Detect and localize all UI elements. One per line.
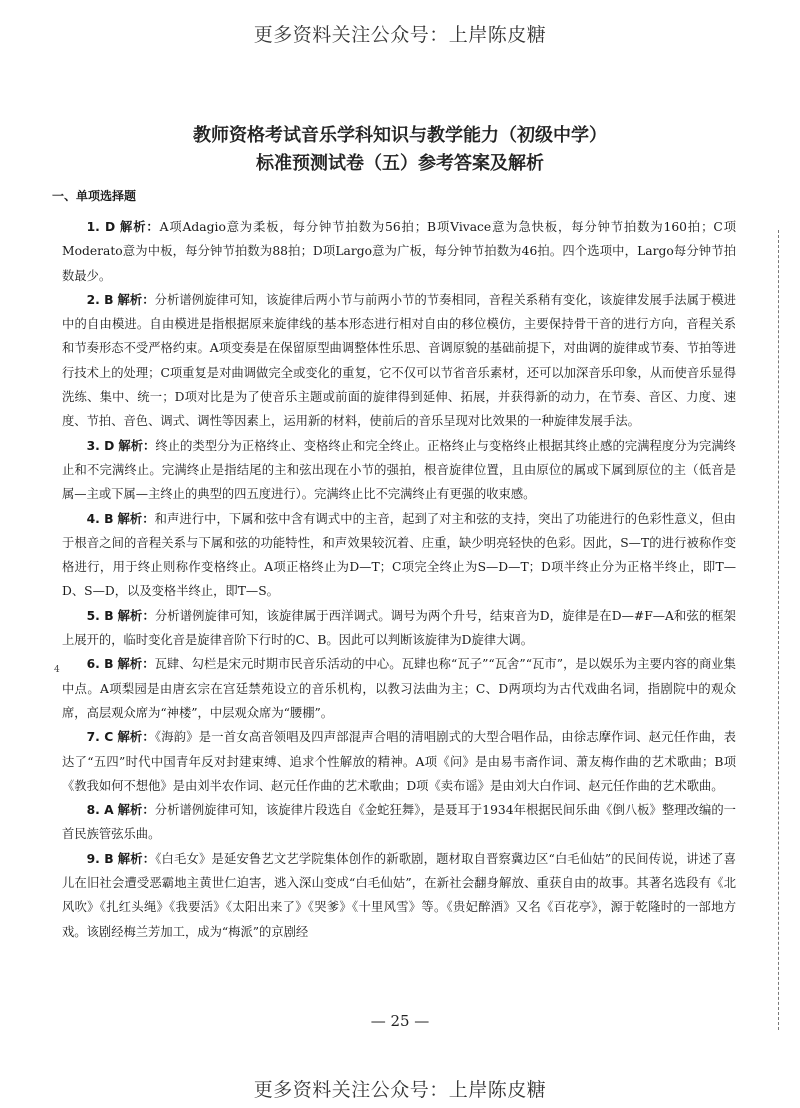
answer-text: 《海韵》是一首女高音领唱及四声部混声合唱的清唱剧式的大型合唱作品，由徐志摩作词、赵元任作曲，表达了“五四”时代中国青年反对封建束缚、追求个性解放的精神。A项《问》是由易韦斋作词、萧友梅作曲的艺术歌曲；B项《教我如何不想他》是由刘半农作词、赵元任作曲的艺术歌曲；D项《卖布谣》是由刘大白作词、赵元任作曲的艺术歌曲。 (62, 730, 736, 793)
answer-list (62, 215, 736, 944)
answer-text: A项Adagio意为柔板，每分钟节拍数为56拍；B项Vivace意为急快板，每分钟节拍数为160拍；C项Moderato意为中板，每分钟节拍数为88拍；D项Largo意为广板，每分钟节拍数为46拍。四个选项中，Largo每分钟节拍数最少。 (62, 220, 736, 283)
page-number: — 25 — (370, 1012, 430, 1030)
page-title-line1: 教师资格考试音乐学科知识与教学能力（初级中学） (193, 125, 607, 146)
watermark-top: 更多资料关注公众号：上岸陈皮糖 (253, 24, 547, 46)
answer-label: 解析： (117, 729, 155, 745)
section-heading: 一、单项选择题 (52, 189, 137, 203)
answer-text: 《白毛女》是延安鲁艺文艺学院集体创作的新歌剧，题材取自晋察冀边区“白毛仙姑”的民间传说，讲述了喜儿在旧社会遭受恶霸地主黄世仁迫害，逃入深山变成“白毛仙姑”，在新社会翻身解放、重获自由的故事。其著名选段有《北风吹》《扎红头绳》《我要活》《太阳出来了》《哭爹》《十里风雪》等。《贵妃醉酒》又名《百花亭》，源于乾隆时的一部地方戏。该剧经梅兰芳加工，成为“梅派”的京剧经 (62, 851, 736, 939)
answer-text: 分析谱例旋律可知，该旋律后两小节与前两小节的节奏相同，音程关系稍有变化，该旋律发展手法属于模进中的自由模进。自由模进是指根据原来旋律线的基本形态进行相对自由的移位模仿，主要保持骨干音的进行方向，音程关系和节奏形态不受严格约束。A项变奏是在保留原型曲调整体性乐思、音调原貌的基础前提下，对曲调的旋律或节奏、节拍等进行技术上的处理；C项重复是对曲调做完全或变化的重复，它不仅可以节省音乐素材，还可以加深音乐印象，从而使音乐显得洗练、集中、统一；D项对比是为了使音乐主题或前面的旋律得到延伸、拓展，并获得新的动力，在节奏、音区、力度、速度、节拍、音色、调式、调性等因素上，运用新的材料，使前后的音乐呈现对比效果的一种旋律发展手法。 (62, 292, 736, 429)
answer-label: 解析： (118, 437, 156, 453)
answer-item (62, 288, 736, 434)
answer-item (62, 847, 736, 944)
answer-number: 6. B (86, 657, 114, 672)
answer-item (62, 652, 736, 725)
answer-number: 9. B (86, 851, 114, 866)
answer-label: 解析： (117, 850, 156, 866)
answer-number: 2. B (86, 292, 114, 307)
answer-number: 5. B (86, 608, 114, 623)
answer-item (62, 507, 736, 604)
answer-number: 3. D (86, 438, 115, 453)
answer-text: 瓦肆、勾栏是宋元时期市民音乐活动的中心。瓦肆也称“瓦子”“瓦舍”“瓦市”，是以娱乐为主要内容的商业集中点。A项梨园是由唐玄宗在宫廷禁苑设立的音乐机构，以教习法曲为主；C、D两项均为古代戏曲名词，指剧院中的观众席，高层观众席为“神楼”，中层观众席为“腰棚”。 (62, 657, 736, 720)
answer-text: 分析谱例旋律可知，该旋律属于西洋调式。调号为两个升号，结束音为D，旋律是在D—#F—A和弦的框架上展开的，临时变化音是旋律音阶下行时的C、B。因此可以判断该旋律为D旋律大调。 (62, 608, 736, 648)
answer-label: 解析： (117, 802, 155, 818)
answer-item (62, 604, 736, 653)
answer-text: 和声进行中，下属和弦中含有调式中的主音，起到了对主和弦的支持，突出了功能进行的色彩性意义，但由于根音之间的音程关系与下属和弦的功能特性，和声效果较沉着、庄重，缺少明亮轻快的色彩。因此，S—T的进行被称作变格进行，用于终止则称作变格终止。A项正格终止为D—T；C项完全终止为S—D—T；D项半终止分为正格半终止，即T—D、S—D，以及变格半终止，即T—S。 (62, 511, 736, 599)
answer-item (62, 434, 736, 507)
answer-number: 8. A (86, 803, 114, 818)
answer-label: 解析： (117, 510, 155, 526)
answer-text: 分析谱例旋律可知，该旋律片段选自《金蛇狂舞》，是聂耳于1934年根据民间乐曲《倒八板》整理改编的一首民族管弦乐曲。 (62, 803, 736, 842)
answer-number: 1. D (86, 220, 116, 234)
answer-label: 解析： (117, 291, 155, 307)
margin-mark: 4 (54, 665, 60, 675)
answer-number: 4. B (86, 511, 114, 526)
answer-label: 解析： (120, 219, 160, 234)
answer-label: 解析： (117, 607, 155, 623)
answer-label: 解析： (117, 656, 155, 672)
answer-item (62, 215, 736, 288)
answer-text: 终止的类型分为正格终止、变格终止和完全终止。正格终止与变格终止根据其终止感的完满程度分为完满终止和不完满终止。完满终止是指结尾的主和弦出现在小节的强拍，根音旋律位置，且由原位的属或下属到原位的主（低音是属—主或下属—主终止的典型的四五度进行）。完满终止比不完满终止有更强的收束感。 (62, 438, 736, 502)
answer-item (62, 725, 736, 798)
page-title-line2: 标准预测试卷（五）参考答案及解析 (256, 153, 544, 174)
answer-item (62, 798, 736, 847)
watermark-bottom: 更多资料关注公众号：上岸陈皮糖 (253, 1079, 547, 1101)
scan-edge-line (778, 230, 780, 1030)
answer-number: 7. C (86, 730, 114, 745)
